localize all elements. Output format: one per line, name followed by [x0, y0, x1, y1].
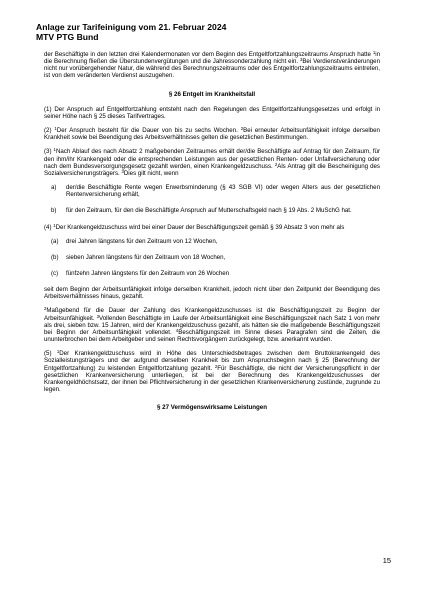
- sentence-marker: 2: [240, 125, 244, 131]
- paragraph-26-2: [44, 127, 380, 141]
- list-item: [44, 184, 380, 198]
- sentence-text: Der Krankengeldzuschuss wird bei einer Dauer der Beschäftigungszeit gemäß § 39 Absatz 3 von mehr als: [55, 223, 345, 231]
- sentence-text: Vollenden Beschäftigte im Laufe der Arbeitsunfähigkeit eine Beschäftigungszeit nach Satz 1 von mehr als drei, sieben bzw. 15 Jahren, wird der Krankengeldzuschuss gezahlt, als hätten sie die maßgebende Beschäftigungszeit bei Beginn der Arbeitsunfähigkeit vollendet.: [44, 314, 380, 336]
- sentence-text: Für Beschäftigte, die nicht der Versicherungspflicht in der gesetzlichen Krankenversicherung unterliegen, ist bei der Berechnung des Krankengeldzuschusses der Krankengeldhöchstsatz, der ihnen bei Pflichtversicherung in der gesetzlichen Krankenversicherung zustünde, zugrunde zu legen.: [44, 364, 380, 394]
- paragraph-26-4: [44, 224, 380, 231]
- section-27-title: § 27 Vermögenswirksame Leistungen: [156, 404, 268, 412]
- sentence-marker: 3: [121, 168, 124, 174]
- paragraph-26-5: [44, 350, 380, 393]
- intro-text-2: in die Berechnung fließen die Überstundenvergütungen und die Jahressonderzahlung nicht ein.: [44, 51, 380, 66]
- sentence-text: Der Krankengeldzuschuss wird in Höhe des Unterschiedsbetrages zwischen dem Bruttokrankengeld des Sozialleistungsträgers und der aufgrund derselben Krankheit bis zum Anspruchsbeginn nach § 25 (Berechnung der Entgeltfortzahlung) zu leistenden Entgeltfortzahlung gezahlt.: [44, 350, 380, 372]
- list-item-label: a): [51, 184, 57, 192]
- sentence-marker: 4: [175, 327, 179, 333]
- sentence-marker: 3: [299, 56, 303, 62]
- sentence-marker: 2: [274, 161, 278, 167]
- sentence-marker: 1: [53, 222, 56, 228]
- paragraph-26-1: (1) Der Anspruch auf Entgeltfortzahlung entsteht nach den Regelungen des Entgeltfortzahlungsgesetzes und erfolgt in seiner Höhe nach § 25 dieses Tarifvertrages.: [44, 105, 380, 120]
- list-item-text: der/die Beschäftigte Rente wegen Erwerbsminderung (§ 43 SGB VI) oder wegen Alters aus der gesetzlichen Rentenversicherung erhält,: [66, 184, 380, 199]
- sentence-marker: 3: [96, 313, 99, 319]
- document-body: [44, 51, 380, 419]
- page-number: 15: [382, 556, 391, 565]
- sentence-marker: 1: [56, 349, 60, 355]
- paragraph-26-3: [44, 148, 380, 177]
- paragraph-number: (4): [44, 223, 54, 231]
- sentence-marker: 2: [44, 306, 47, 312]
- paragraph-number: (3): [44, 148, 54, 156]
- sentence-marker: 1: [54, 125, 57, 131]
- intro-text-1: der Beschäftigte in den letzten drei Kalendermonaten vor dem Beginn des Entgeltfortzahlungszeitraums Anspruch hatte: [44, 51, 373, 58]
- intro-text-3: Bei Verdienstveränderungen nicht nur vorübergehender Natur, die während des Berechnungszeitraums oder des Entgeltfortzahlungszeitraums eintreten, ist von dem veränderten Verdienst auszugehen.: [44, 58, 380, 80]
- list-item-label: (b): [51, 253, 59, 261]
- paragraph-number: (5): [44, 350, 57, 358]
- list-item: [44, 254, 380, 261]
- list-item-text: fünfzehn Jahren längstens für den Zeitraum von 26 Wochen: [66, 270, 230, 278]
- section-26-title: § 26 Entgelt im Krankheitsfall: [168, 90, 256, 98]
- sentence-text: Bei erneuter Arbeitsunfähigkeit infolge derselben Krankheit sowie bei Beendigung des Arbeitsverhältnisses gelten die gesetzlichen Bestimmungen.: [44, 127, 380, 142]
- intro-paragraph: [44, 51, 380, 80]
- sentence-text: Beschäftigungszeit im Sinne dieses Paragrafen sind die Zeiten, die ununterbrochen bei dem Arbeitgeber und seinen Rechtsvorgängern zurückgelegt, bzw. anerkannt wurden.: [44, 328, 381, 344]
- list-item: [44, 270, 380, 277]
- paragraph-number: (2): [44, 127, 55, 135]
- footnote-marker: 1: [372, 49, 376, 55]
- sentence-text: Dies gilt nicht, wenn: [123, 169, 179, 177]
- paragraph-26-4-tail: seit dem Beginn der Arbeitsunfähigkeit infolge derselben Krankheit, jedoch nicht über den Zeitpunkt der Beendigung des Arbeitsverhältnisses hinaus, gezahlt.: [44, 286, 380, 301]
- list-item: [44, 207, 380, 214]
- sentence-marker: 2: [214, 363, 218, 369]
- list-item-text: drei Jahren längstens für den Zeitraum von 12 Wochen,: [66, 237, 218, 245]
- list-item-label: (c): [51, 270, 59, 278]
- list-item-label: (a): [51, 237, 59, 245]
- list-item-text: für den Zeitraum, für den die Beschäftigte Anspruch auf Mutterschaftsgeld nach § 19 Abs. 2 MuSchG hat.: [66, 207, 352, 215]
- list-item-text: sieben Jahren längstens für den Zeitraum von 18 Wochen,: [66, 253, 226, 261]
- sentence-text: Als Antrag gilt die Bescheinigung des Sozialversicherungsträgers.: [44, 162, 381, 177]
- header-subtitle: MTV PTG Bund: [36, 32, 99, 42]
- sentence-marker: 1: [53, 147, 56, 153]
- list-item: [44, 238, 380, 245]
- paragraph-26-4-continued: [44, 307, 380, 343]
- sentence-text: Maßgebend für die Dauer der Zahlung des Krankengeldzuschusses ist die Beschäftigungszeit zu Beginn der Arbeitsunfähigkeit.: [44, 307, 380, 322]
- sentence-text: Nach Ablauf des nach Absatz 2 maßgebenden Zeitraumes erhält der/die Beschäftigte auf Antrag für den Zeitraum, für den ihm/ihr Krankengeld oder die entsprechenden Leistungen aus der gesetzlichen Renten- oder Unfallversicherung oder nach dem Bundesversorgungsgesetz gezahlt werden, einen Krankengeldzuschuss.: [44, 148, 380, 170]
- list-item-label: b): [51, 207, 57, 215]
- header-title: Anlage zur Tarifeinigung vom 21. Februar 2024: [36, 22, 227, 32]
- sentence-text: Der Anspruch besteht für die Dauer von bis zu sechs Wochen.: [56, 127, 241, 135]
- page-header: [36, 22, 396, 42]
